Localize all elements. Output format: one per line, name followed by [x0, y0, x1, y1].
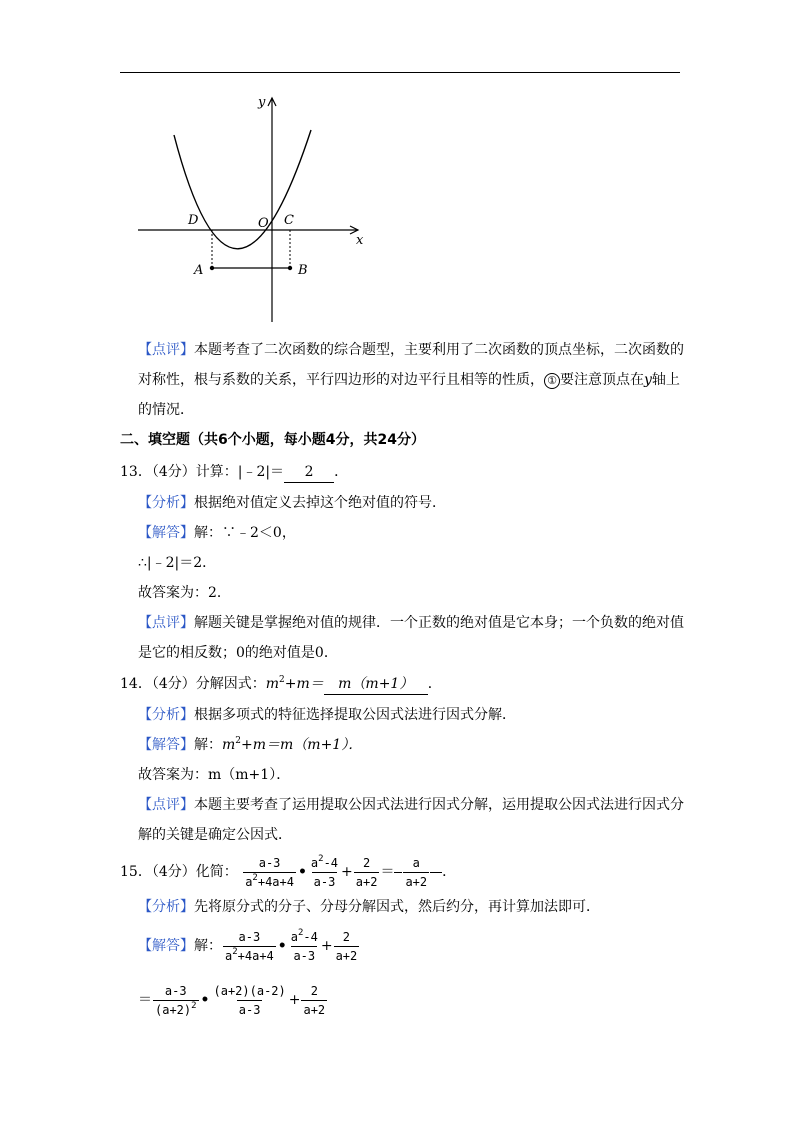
question-text: 15．（4分）化简： [120, 864, 238, 880]
header-rule [120, 72, 680, 73]
label-a: A [194, 263, 204, 278]
review-tag: 【点评】 [138, 342, 194, 358]
answer-blank [394, 852, 442, 892]
times-dot: • [200, 992, 210, 1008]
point-a [210, 266, 214, 270]
section-heading: 二、填空题（共6个小题，每小题4分，共24分） [120, 432, 425, 448]
numerator: 2 [362, 855, 371, 870]
answer-fraction [403, 855, 429, 890]
plus-sign: + [288, 992, 301, 1008]
question-suffix: ． [334, 464, 349, 480]
q13-review-line2: 是它的相反数；0的绝对值是0． [138, 645, 338, 661]
numerator: 2 [310, 983, 318, 998]
q15-step2 [138, 980, 328, 1020]
fraction-2 [289, 929, 320, 964]
solution-text: 解：∵﹣2＜0， [194, 525, 296, 541]
numerator: a [412, 855, 420, 870]
q13-question [120, 462, 348, 483]
numerator: (a+2)(a-2) [213, 983, 286, 998]
question-text: 13．（4分）计算：|﹣2|＝ [120, 464, 285, 480]
numerator: $a^2-4$ [290, 927, 318, 944]
q14-review-line1 [138, 795, 684, 815]
numerator: a-3 [164, 983, 187, 998]
solution-tag: 【解答】 [138, 525, 194, 541]
solution-text: 解： [194, 938, 222, 954]
q13-solution [138, 523, 296, 543]
review-tag: 【点评】 [138, 797, 194, 813]
point-b [288, 266, 292, 270]
review12-line2 [138, 370, 680, 390]
fraction-2 [309, 855, 340, 890]
label-d: D [188, 213, 199, 228]
question-text: 14．（4分）分解因式： [120, 676, 266, 692]
times-dot: • [297, 864, 307, 880]
analysis-tag: 【分析】 [138, 899, 194, 915]
solution-tag: 【解答】 [138, 737, 194, 753]
review12-line1 [138, 340, 684, 360]
review-text: 轴上 [651, 372, 680, 388]
q14-solution [138, 735, 362, 755]
label-x: x [356, 233, 364, 248]
numerator: a-3 [238, 929, 261, 944]
equals-sign: ＝ [138, 992, 152, 1008]
fraction-1 [243, 855, 296, 890]
analysis-tag: 【分析】 [138, 495, 194, 511]
denominator: $a^2+4a+4$ [245, 872, 294, 889]
q13-review-line1 [138, 613, 684, 633]
parabola-figure [136, 90, 376, 330]
q15-question [120, 852, 456, 892]
q13-final: 故答案为：2． [138, 585, 231, 601]
var-m: m [222, 737, 236, 753]
review-text: 要注意顶点在 [560, 372, 644, 388]
numerator: a-3 [258, 855, 281, 870]
q15-solution [138, 926, 360, 966]
fraction-3 [301, 983, 327, 1018]
solution-tag: 【解答】 [138, 938, 194, 954]
review-text: 本题考查了二次函数的综合题型，主要利用了二次函数的顶点坐标，二次函数的 [194, 342, 684, 358]
denominator: a-3 [312, 872, 338, 890]
plus-sign: + [341, 864, 353, 880]
analysis-text: 先将原分式的分子、分母分解因式，然后约分，再计算加法即可． [194, 899, 600, 915]
exponent: 2 [235, 736, 242, 746]
var-y: y [644, 372, 652, 388]
q14-final: 故答案为：m（m+1）． [138, 767, 291, 783]
fraction-2 [212, 983, 288, 1018]
analysis-text: 根据多项式的特征选择提取公因式法进行因式分解． [194, 707, 516, 723]
numerator: $a^2-4$ [310, 853, 339, 870]
label-c: C [284, 213, 294, 228]
answer-blank: m（m+1） [324, 674, 428, 695]
question-suffix: ． [442, 864, 457, 880]
question-suffix: ． [427, 676, 442, 692]
times-dot: • [277, 938, 287, 954]
fraction-3 [334, 929, 360, 964]
label-y: y [258, 95, 266, 110]
analysis-text: 根据绝对值定义去掉这个绝对值的符号． [194, 495, 446, 511]
denominator: a+2 [403, 872, 429, 890]
review-text: 的情况． [138, 402, 194, 418]
analysis-tag: 【分析】 [138, 707, 194, 723]
equals-sign: ＝ [380, 864, 395, 880]
review12-line3 [138, 400, 194, 420]
denominator: a+2 [334, 946, 360, 964]
review-text: 解题关键是掌握绝对值的规律．一个正数的绝对值是它本身；一个负数的绝对值 [194, 615, 684, 631]
solution-expr: +m＝m（m+1）． [241, 737, 363, 753]
review-tag: 【点评】 [138, 615, 194, 631]
fraction-3 [354, 855, 380, 890]
q13-step2: ∴|﹣2|＝2． [138, 555, 217, 571]
q14-analysis [138, 705, 516, 725]
fraction-1 [153, 983, 199, 1018]
var-m: m [265, 676, 280, 692]
circled-number: ① [544, 373, 560, 389]
q13-analysis [138, 493, 446, 513]
exponent: 2 [279, 675, 285, 685]
review-text: 本题主要考查了运用提取公因式法进行因式分解，运用提取公因式法进行因式分 [194, 797, 684, 813]
denominator: $a^2+4a+4$ [225, 946, 274, 963]
label-o: O [258, 216, 269, 231]
q14-question [120, 674, 442, 695]
fraction-1 [223, 929, 276, 964]
denominator: a-3 [237, 1000, 263, 1018]
q14-review-line2: 解的关键是确定公因式． [138, 827, 292, 843]
numerator: 2 [342, 929, 351, 944]
plus-sign: + [320, 938, 333, 954]
denominator: a+2 [354, 872, 380, 890]
denominator: a+2 [301, 1000, 327, 1018]
answer-blank: 2 [284, 462, 334, 483]
denominator: $(a+2)^2$ [155, 1000, 197, 1017]
q15-analysis [138, 897, 600, 917]
denominator: a-3 [291, 946, 317, 964]
expr-text: +m＝ [284, 676, 324, 692]
solution-text: 解： [194, 737, 222, 753]
label-b: B [298, 263, 308, 278]
review-text: 对称性，根与系数的关系，平行四边形的对边平行且相等的性质， [138, 372, 544, 388]
